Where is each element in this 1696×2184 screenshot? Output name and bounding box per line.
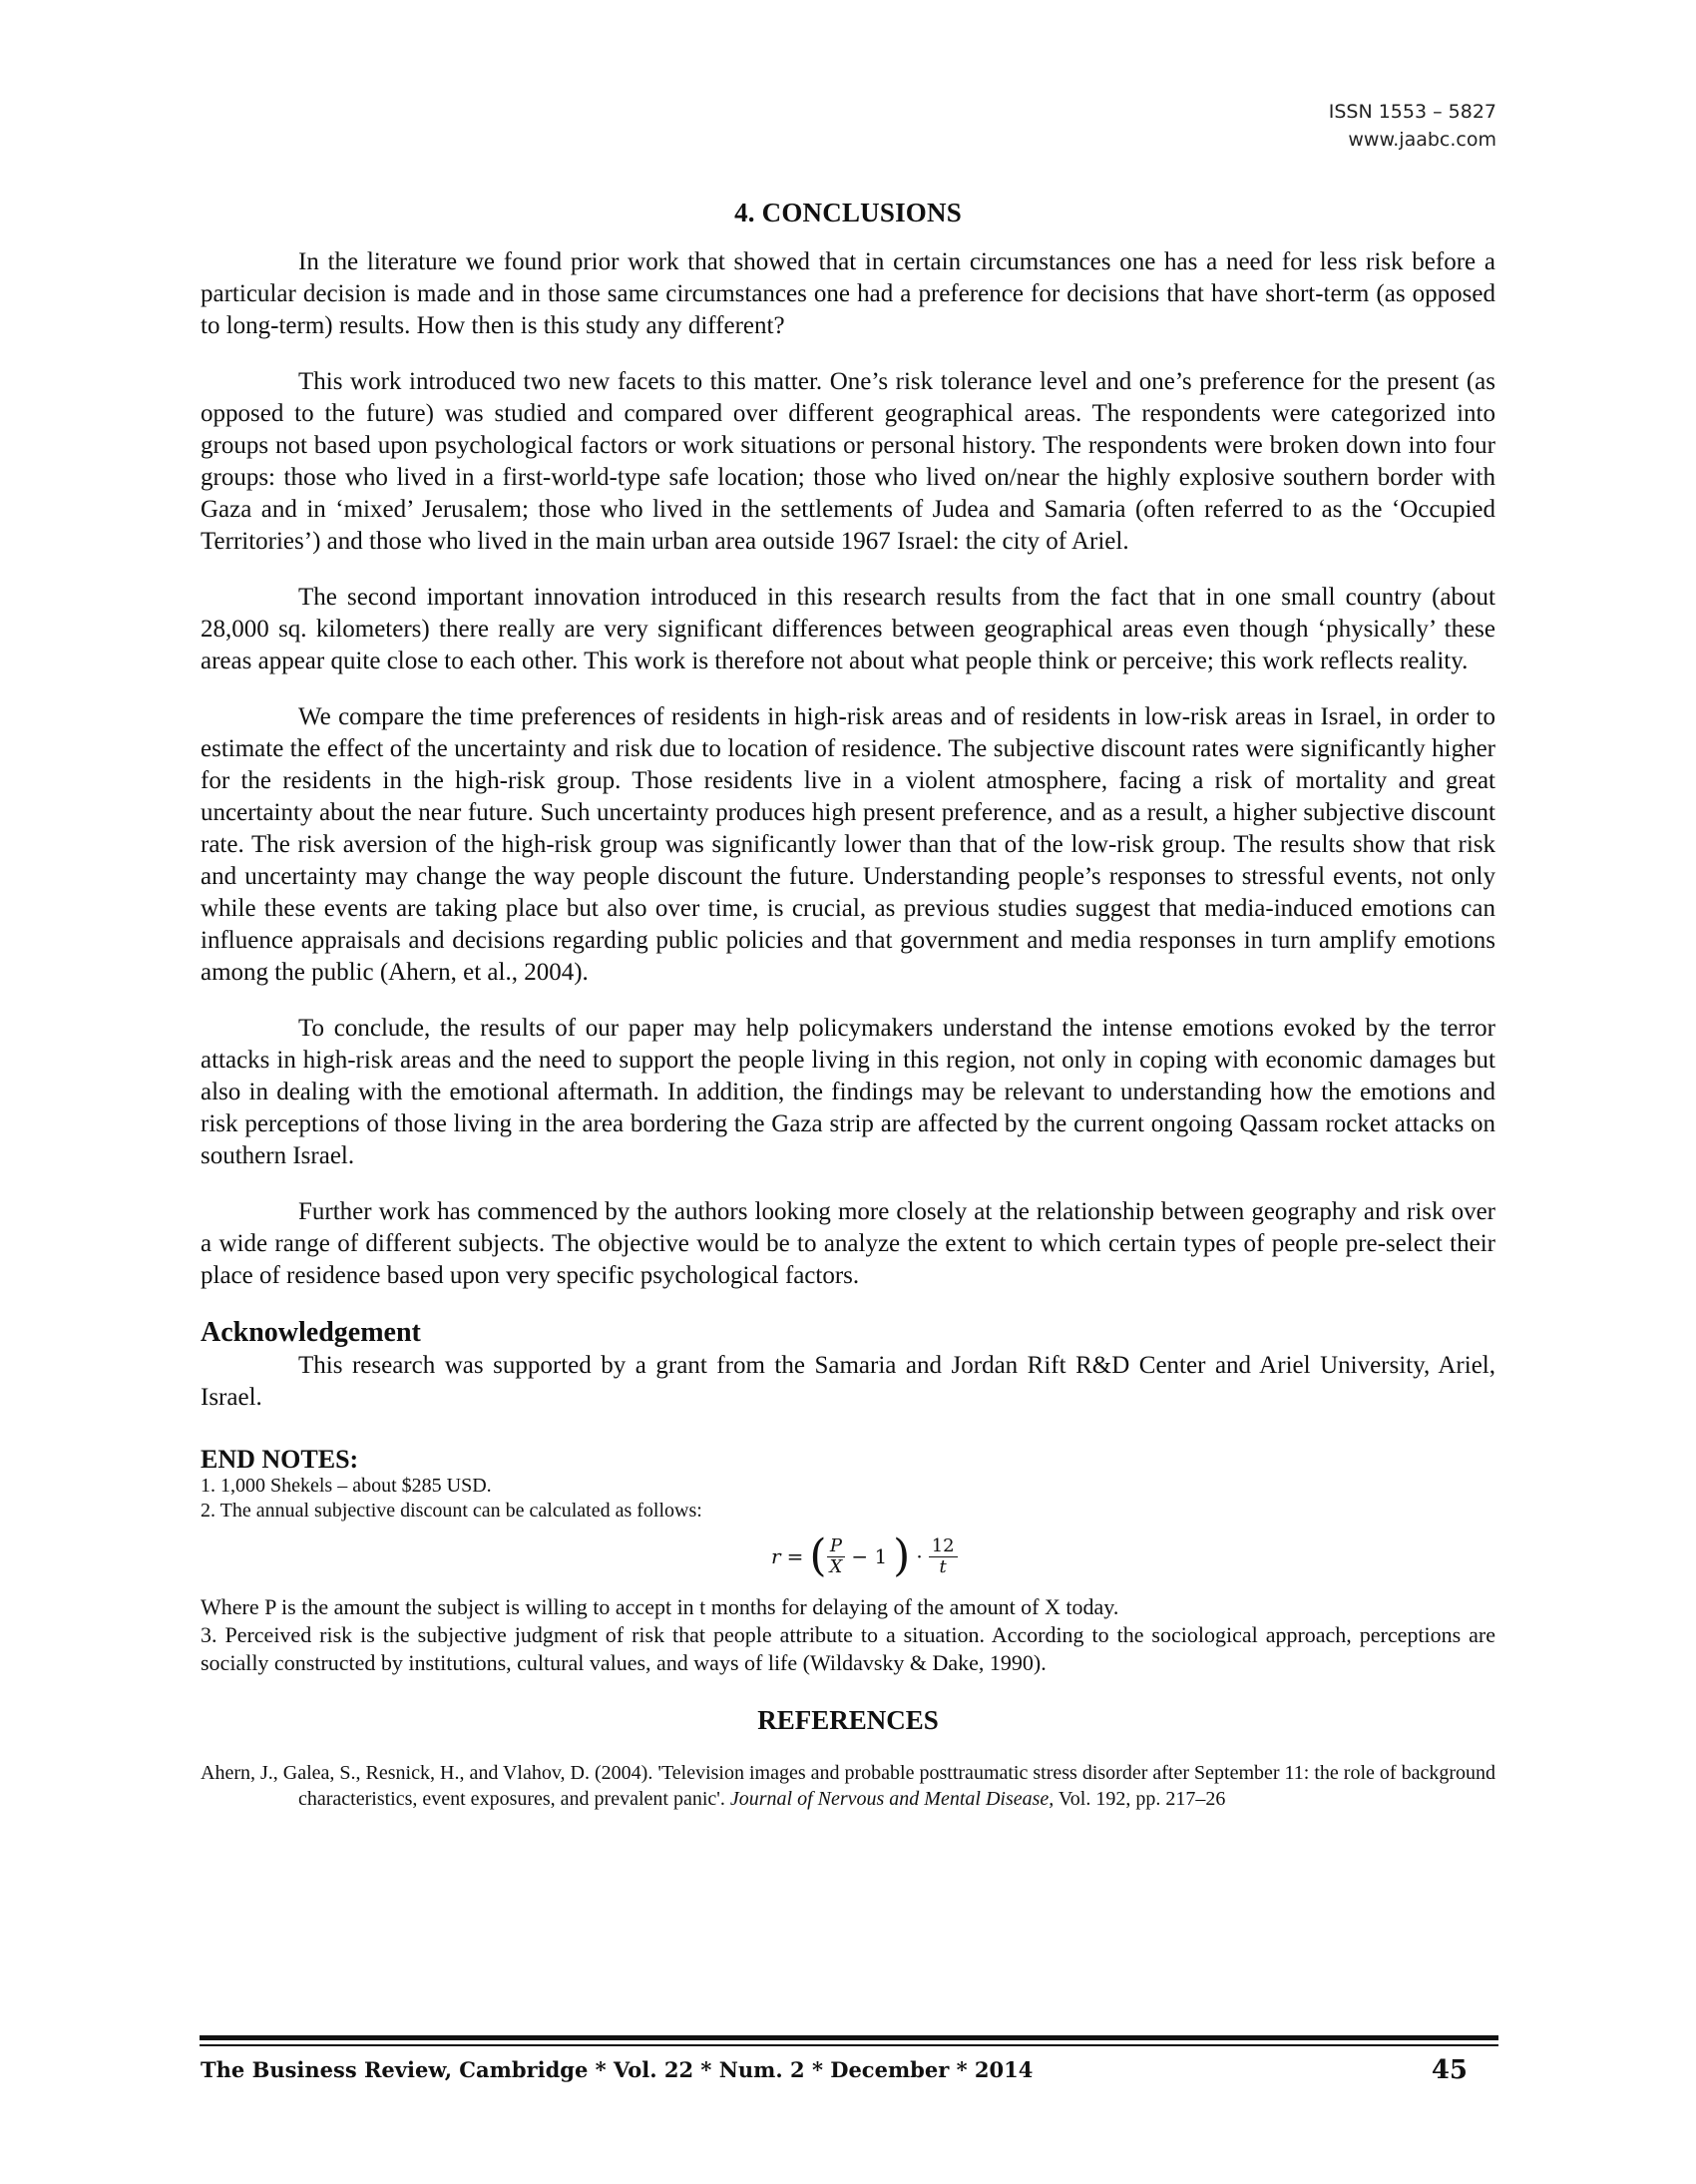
conclusions-paragraph-5: To conclude, the results of our paper may help policymakers understand the intense emotions evoked by the terror attacks in high-risk areas and the need to support the people living in this region, not only in coping with economic damages but also in dealing with the emotional aftermath. In addition, the findings may be relevant to understanding how the emotions and risk perceptions of those living in the area bordering the Gaza strip are affected by the current ongoing Qassam rocket attacks on southern Israel. (201, 1015, 1495, 1169)
page-content (201, 198, 1495, 1812)
reference-journal: Journal of Nervous and Mental Disease, (729, 1788, 1055, 1810)
formula-denominator-x: X (829, 1555, 843, 1577)
conclusions-heading: 4. CONCLUSIONS (734, 198, 962, 227)
endnote-3: 3. Perceived risk is the subjective judgment of risk that people attribute to a situation. According to the sociological approach, perceptions are socially constructed by institutions, cultural values, and ways of life (Wildavsky & Dake, 1990). (201, 1622, 1495, 1675)
conclusions-paragraph-2: This work introduced two new facets to this matter. One’s risk tolerance level and one’s preference for the present (as opposed to the future) was studied and compared over different geographical areas. The respondents were categorized into groups not based upon psychological factors or work situations or personal history. The respondents were broken down into four groups: those who lived in a first-world-type safe location; those who lived on/near the highly explosive southern border with Gaza and in ‘mixed’ Jerusalem; those who lived in the settlements of Judea and Samaria (often referred to as the ‘Occupied Territories’) and those who lived in the main urban area outside 1967 Israel: the city of Ariel. (201, 368, 1495, 555)
conclusions-paragraph-3: The second important innovation introduced in this research results from the fact that in one small country (about 28,000 sq. kilometers) there really are very significant differences between geographical areas even though ‘physically’ these areas appear quite close to each other. This work is therefore not about what people think or perceive; this work reflects reality. (201, 584, 1495, 674)
formula-fraction-12-over-t (929, 1536, 958, 1577)
formula-equals: = (786, 1544, 804, 1568)
reference-text: Ahern, J., Galea, S., Resnick, H., and Vlahov, D. (2004). 'Television images and probable posttraumatic stress disorder after September 11: the role of background characteristics, event exposures, and prevalent panic'. (201, 1762, 1495, 1810)
formula-lhs: r (771, 1544, 781, 1568)
endnote-1: 1. 1,000 Shekels – about $285 USD. (201, 1475, 492, 1497)
references-heading: REFERENCES (757, 1705, 939, 1735)
footer-rule-thin (200, 2044, 1498, 2046)
discount-formula (201, 1529, 1495, 1583)
formula-dot: · (916, 1544, 923, 1568)
endnote-2: 2. The annual subjective discount can be calculated as follows: (201, 1500, 702, 1522)
reference-volume: Vol. 192, pp. 217–26 (1054, 1788, 1226, 1810)
formula-close-paren: ) (893, 1530, 911, 1581)
endnotes-heading: END NOTES: (201, 1445, 359, 1474)
conclusions-paragraph-1: In the literature we found prior work that showed that in certain circumstances one has a need for less risk before a particular decision is made and in those same circumstances one had a preference for decisions that have short-term (as opposed to long-term) results. How then is this study any different? (201, 248, 1495, 339)
page-number: 45 (1431, 2055, 1468, 2085)
issn-number: ISSN 1553 – 5827 (1328, 101, 1496, 123)
footer-rule-thick (200, 2035, 1498, 2040)
formula-minus-one: − 1 (851, 1544, 888, 1568)
acknowledgement-heading: Acknowledgement (201, 1317, 421, 1348)
formula-open-paren: ( (809, 1530, 827, 1581)
issn-header (1329, 98, 1496, 154)
journal-url: www.jaabc.com (1348, 129, 1496, 151)
footer-journal-info: The Business Review, Cambridge * Vol. 22 * Num. 2 * December * 2014 (201, 2057, 1034, 2082)
conclusions-paragraph-4: We compare the time preferences of residents in high-risk areas and of residents in low-risk areas in Israel, in order to estimate the effect of the uncertainty and risk due to location of residence. The subjective discount rates were significantly higher for the residents in the high-risk group. Those residents live in a violent atmosphere, facing a risk of mortality and great uncertainty about the near future. Such uncertainty produces high present preference, and as a result, a higher subjective discount rate. The risk aversion of the high-risk group was significantly lower than that of the low-risk group. The results show that risk and uncertainty may change the way people discount the future. Understanding people’s responses to stressful events, not only while these events are taking place but also over time, is crucial, as previous studies suggest that media-induced emotions can influence appraisals and decisions regarding public policies and that government and media responses in turn amplify emotions among the public (Ahern, et al., 2004). (201, 703, 1495, 986)
reference-item (201, 1760, 1495, 1812)
acknowledgement-text: This research was supported by a grant from the Samaria and Jordan Rift R&D Center and Ariel University, Ariel, Israel. (201, 1352, 1495, 1411)
conclusions-paragraph-6: Further work has commenced by the authors looking more closely at the relationship between geography and risk over a wide range of different subjects. The objective would be to analyze the extent to which certain types of people pre-select their place of residence based upon very specific psychological factors. (201, 1198, 1495, 1289)
formula-numerator-12: 12 (929, 1536, 958, 1557)
formula-fraction-p-over-x (827, 1536, 846, 1577)
endnote-2-explanation: Where P is the amount the subject is willing to accept in t months for delaying of the amount of X today. (201, 1594, 1119, 1619)
formula-denominator-t: t (939, 1555, 947, 1577)
formula-numerator-p: P (827, 1536, 845, 1557)
